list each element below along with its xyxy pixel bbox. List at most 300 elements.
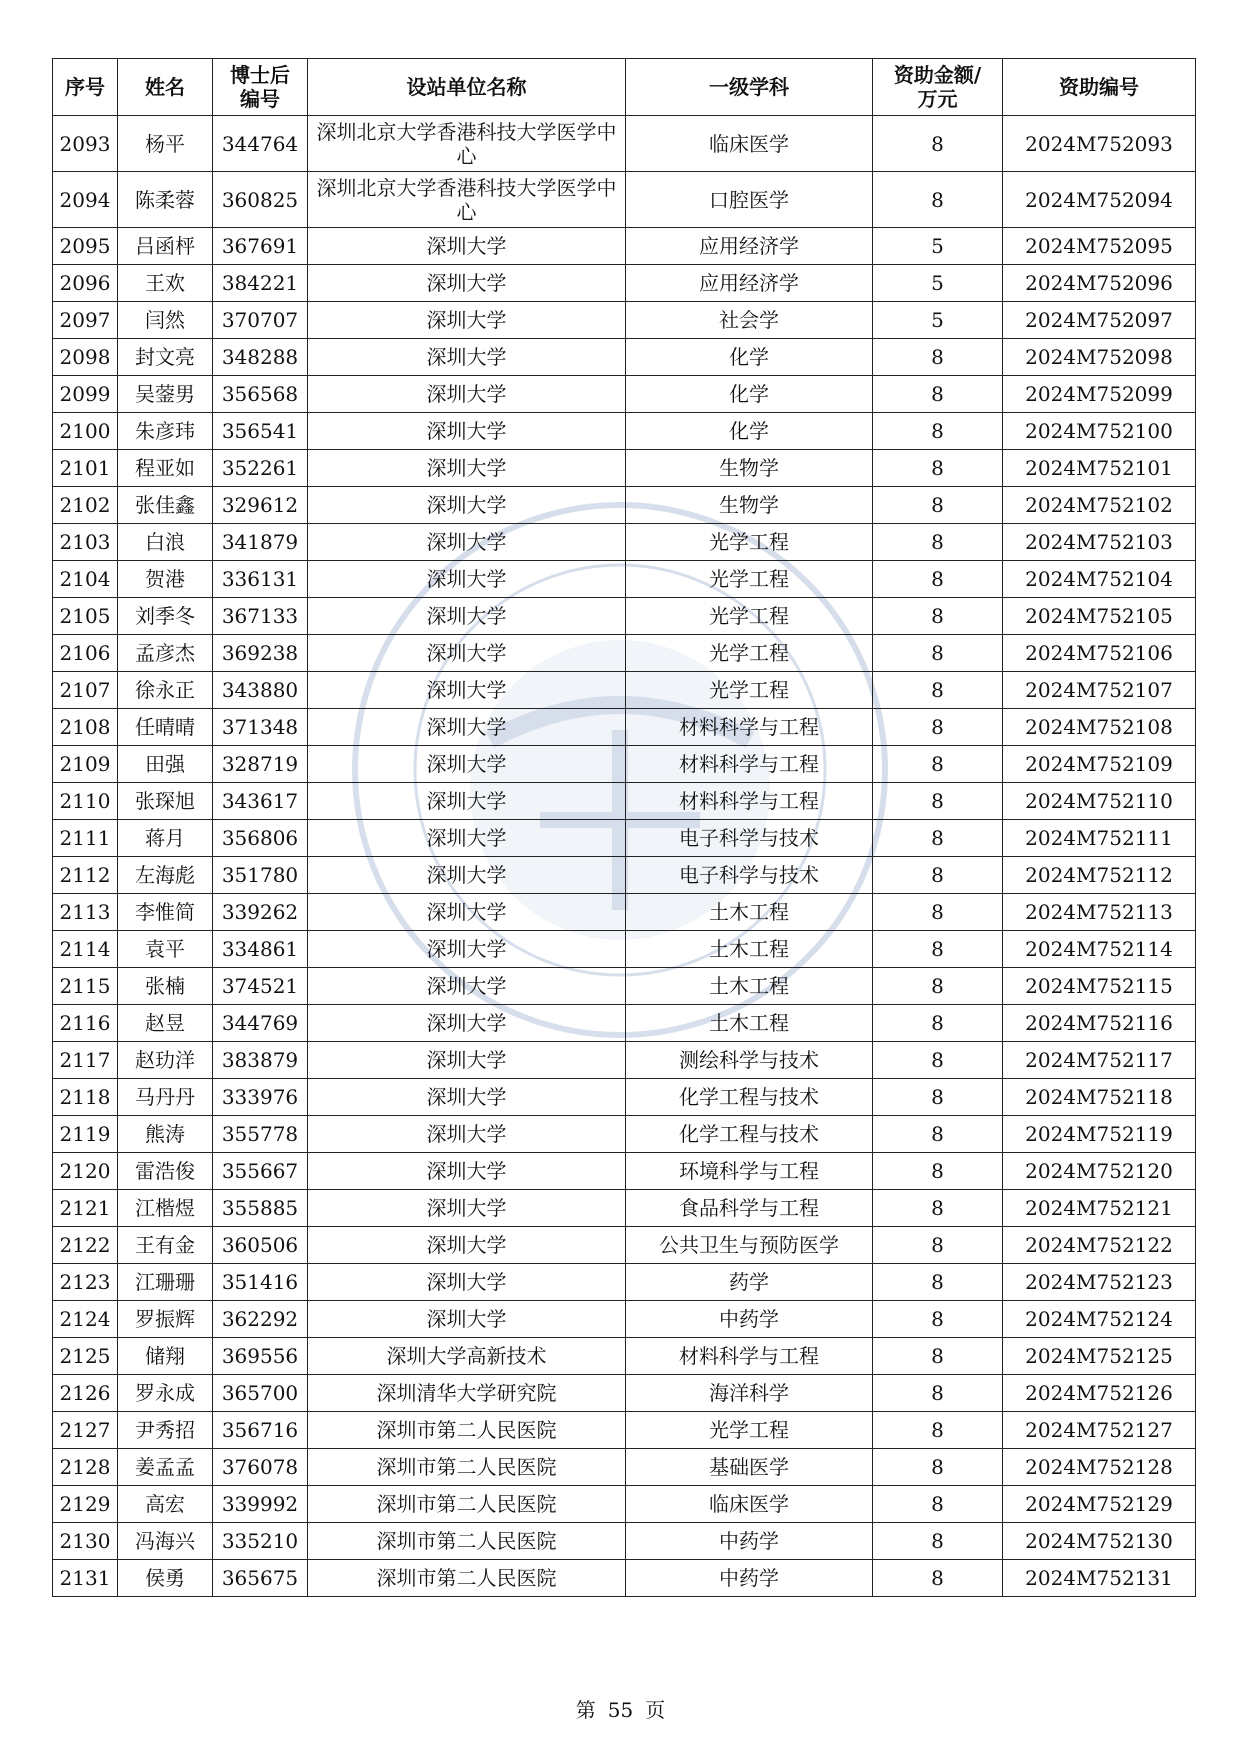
cell-col-institution: 深圳大学 — [308, 487, 626, 524]
cell-col-postdoc-id: 339992 — [213, 1486, 308, 1523]
cell-col-discipline: 药学 — [626, 1264, 873, 1301]
cell-col-postdoc-id: 351780 — [213, 857, 308, 894]
cell-col-name: 张楠 — [118, 968, 213, 1005]
cell-col-postdoc-id: 362292 — [213, 1301, 308, 1338]
cell-col-name: 杨平 — [118, 116, 213, 172]
cell-col-institution: 深圳北京大学香港科技大学医学中心 — [308, 116, 626, 172]
table-row — [53, 1005, 1196, 1042]
cell-col-grant-id: 2024M752097 — [1003, 302, 1196, 339]
cell-col-seq: 2096 — [53, 265, 118, 302]
page-footer — [0, 1694, 1241, 1723]
cell-col-seq: 2106 — [53, 635, 118, 672]
header-col-postdoc-id: 博士后 编号 — [213, 59, 308, 116]
cell-col-discipline: 材料科学与工程 — [626, 1338, 873, 1375]
table-row — [53, 487, 1196, 524]
cell-col-seq: 2128 — [53, 1449, 118, 1486]
table-row — [53, 1523, 1196, 1560]
cell-col-amount: 8 — [873, 746, 1003, 783]
cell-col-institution: 深圳大学 — [308, 1079, 626, 1116]
cell-col-grant-id: 2024M752119 — [1003, 1116, 1196, 1153]
table-row — [53, 413, 1196, 450]
cell-col-institution: 深圳大学 — [308, 598, 626, 635]
cell-col-postdoc-id: 367691 — [213, 228, 308, 265]
cell-col-discipline: 光学工程 — [626, 524, 873, 561]
cell-col-name: 贺港 — [118, 561, 213, 598]
table-row — [53, 857, 1196, 894]
cell-col-amount: 5 — [873, 228, 1003, 265]
cell-col-grant-id: 2024M752104 — [1003, 561, 1196, 598]
cell-col-postdoc-id: 333976 — [213, 1079, 308, 1116]
cell-col-amount: 8 — [873, 1412, 1003, 1449]
table-row — [53, 1412, 1196, 1449]
cell-col-grant-id: 2024M752102 — [1003, 487, 1196, 524]
cell-col-name: 张佳鑫 — [118, 487, 213, 524]
cell-col-seq: 2116 — [53, 1005, 118, 1042]
cell-col-grant-id: 2024M752124 — [1003, 1301, 1196, 1338]
cell-col-name: 封文亮 — [118, 339, 213, 376]
table-row — [53, 1301, 1196, 1338]
table-row — [53, 228, 1196, 265]
cell-col-postdoc-id: 343617 — [213, 783, 308, 820]
cell-col-institution: 深圳市第二人民医院 — [308, 1449, 626, 1486]
cell-col-grant-id: 2024M752099 — [1003, 376, 1196, 413]
cell-col-postdoc-id: 356568 — [213, 376, 308, 413]
cell-col-grant-id: 2024M752125 — [1003, 1338, 1196, 1375]
cell-col-postdoc-id: 355667 — [213, 1153, 308, 1190]
cell-col-discipline: 食品科学与工程 — [626, 1190, 873, 1227]
cell-col-seq: 2100 — [53, 413, 118, 450]
table-row — [53, 1153, 1196, 1190]
cell-col-name: 张琛旭 — [118, 783, 213, 820]
cell-col-discipline: 光学工程 — [626, 598, 873, 635]
cell-col-grant-id: 2024M752094 — [1003, 172, 1196, 228]
cell-col-name: 田强 — [118, 746, 213, 783]
cell-col-amount: 8 — [873, 1153, 1003, 1190]
cell-col-grant-id: 2024M752127 — [1003, 1412, 1196, 1449]
cell-col-seq: 2124 — [53, 1301, 118, 1338]
cell-col-amount: 8 — [873, 116, 1003, 172]
table-header-row — [53, 59, 1196, 116]
cell-col-name: 蒋月 — [118, 820, 213, 857]
cell-col-institution: 深圳大学 — [308, 524, 626, 561]
cell-col-discipline: 化学 — [626, 339, 873, 376]
cell-col-institution: 深圳北京大学香港科技大学医学中心 — [308, 172, 626, 228]
cell-col-postdoc-id: 369238 — [213, 635, 308, 672]
cell-col-grant-id: 2024M752130 — [1003, 1523, 1196, 1560]
cell-col-discipline: 光学工程 — [626, 672, 873, 709]
cell-col-discipline: 公共卫生与预防医学 — [626, 1227, 873, 1264]
table-row — [53, 968, 1196, 1005]
cell-col-grant-id: 2024M752093 — [1003, 116, 1196, 172]
cell-col-grant-id: 2024M752129 — [1003, 1486, 1196, 1523]
cell-col-grant-id: 2024M752112 — [1003, 857, 1196, 894]
cell-col-amount: 8 — [873, 1190, 1003, 1227]
footer-suffix: 页 — [645, 1698, 666, 1722]
cell-col-discipline: 光学工程 — [626, 635, 873, 672]
cell-col-institution: 深圳大学 — [308, 931, 626, 968]
cell-col-postdoc-id: 344764 — [213, 116, 308, 172]
cell-col-postdoc-id: 371348 — [213, 709, 308, 746]
cell-col-name: 尹秀招 — [118, 1412, 213, 1449]
cell-col-postdoc-id: 351416 — [213, 1264, 308, 1301]
cell-col-name: 陈柔蓉 — [118, 172, 213, 228]
cell-col-amount: 8 — [873, 1005, 1003, 1042]
cell-col-discipline: 临床医学 — [626, 116, 873, 172]
cell-col-institution: 深圳大学 — [308, 1042, 626, 1079]
cell-col-institution: 深圳大学 — [308, 1227, 626, 1264]
cell-col-amount: 8 — [873, 1338, 1003, 1375]
cell-col-seq: 2125 — [53, 1338, 118, 1375]
cell-col-name: 罗永成 — [118, 1375, 213, 1412]
cell-col-postdoc-id: 374521 — [213, 968, 308, 1005]
cell-col-institution: 深圳大学 — [308, 302, 626, 339]
table-row — [53, 894, 1196, 931]
cell-col-seq: 2115 — [53, 968, 118, 1005]
cell-col-postdoc-id: 376078 — [213, 1449, 308, 1486]
cell-col-postdoc-id: 360506 — [213, 1227, 308, 1264]
cell-col-seq: 2126 — [53, 1375, 118, 1412]
cell-col-grant-id: 2024M752105 — [1003, 598, 1196, 635]
cell-col-discipline: 化学工程与技术 — [626, 1116, 873, 1153]
cell-col-postdoc-id: 348288 — [213, 339, 308, 376]
cell-col-grant-id: 2024M752117 — [1003, 1042, 1196, 1079]
cell-col-amount: 8 — [873, 172, 1003, 228]
cell-col-seq: 2104 — [53, 561, 118, 598]
cell-col-grant-id: 2024M752111 — [1003, 820, 1196, 857]
cell-col-amount: 8 — [873, 931, 1003, 968]
cell-col-discipline: 材料科学与工程 — [626, 709, 873, 746]
cell-col-grant-id: 2024M752101 — [1003, 450, 1196, 487]
cell-col-seq: 2119 — [53, 1116, 118, 1153]
cell-col-institution: 深圳大学 — [308, 561, 626, 598]
cell-col-seq: 2111 — [53, 820, 118, 857]
cell-col-name: 赵昱 — [118, 1005, 213, 1042]
cell-col-amount: 8 — [873, 1116, 1003, 1153]
cell-col-seq: 2117 — [53, 1042, 118, 1079]
cell-col-discipline: 光学工程 — [626, 561, 873, 598]
table-row — [53, 1227, 1196, 1264]
cell-col-grant-id: 2024M752098 — [1003, 339, 1196, 376]
cell-col-institution: 深圳大学 — [308, 265, 626, 302]
cell-col-name: 李惟简 — [118, 894, 213, 931]
cell-col-name: 江珊珊 — [118, 1264, 213, 1301]
cell-col-institution: 深圳大学 — [308, 1005, 626, 1042]
cell-col-grant-id: 2024M752123 — [1003, 1264, 1196, 1301]
cell-col-grant-id: 2024M752108 — [1003, 709, 1196, 746]
table-row — [53, 524, 1196, 561]
cell-col-discipline: 土木工程 — [626, 968, 873, 1005]
cell-col-name: 冯海兴 — [118, 1523, 213, 1560]
cell-col-grant-id: 2024M752095 — [1003, 228, 1196, 265]
table-row — [53, 1560, 1196, 1597]
cell-col-seq: 2112 — [53, 857, 118, 894]
table-row — [53, 709, 1196, 746]
cell-col-name: 程亚如 — [118, 450, 213, 487]
cell-col-discipline: 社会学 — [626, 302, 873, 339]
cell-col-grant-id: 2024M752128 — [1003, 1449, 1196, 1486]
cell-col-name: 王有金 — [118, 1227, 213, 1264]
cell-col-institution: 深圳大学 — [308, 413, 626, 450]
cell-col-seq: 2095 — [53, 228, 118, 265]
cell-col-amount: 8 — [873, 376, 1003, 413]
cell-col-institution: 深圳大学 — [308, 709, 626, 746]
cell-col-seq: 2094 — [53, 172, 118, 228]
table-row — [53, 1116, 1196, 1153]
cell-col-discipline: 化学 — [626, 413, 873, 450]
cell-col-institution: 深圳大学 — [308, 1153, 626, 1190]
cell-col-amount: 8 — [873, 561, 1003, 598]
cell-col-seq: 2122 — [53, 1227, 118, 1264]
cell-col-name: 徐永正 — [118, 672, 213, 709]
cell-col-amount: 8 — [873, 1042, 1003, 1079]
cell-col-amount: 8 — [873, 894, 1003, 931]
cell-col-discipline: 化学工程与技术 — [626, 1079, 873, 1116]
cell-col-grant-id: 2024M752118 — [1003, 1079, 1196, 1116]
cell-col-discipline: 中药学 — [626, 1523, 873, 1560]
cell-col-postdoc-id: 356541 — [213, 413, 308, 450]
cell-col-postdoc-id: 369556 — [213, 1338, 308, 1375]
cell-col-name: 储翔 — [118, 1338, 213, 1375]
cell-col-amount: 8 — [873, 450, 1003, 487]
table-body — [53, 116, 1196, 1597]
header-col-grant-id: 资助编号 — [1003, 59, 1196, 116]
cell-col-discipline: 土木工程 — [626, 894, 873, 931]
cell-col-institution: 深圳市第二人民医院 — [308, 1486, 626, 1523]
cell-col-seq: 2098 — [53, 339, 118, 376]
cell-col-amount: 8 — [873, 783, 1003, 820]
cell-col-name: 罗振辉 — [118, 1301, 213, 1338]
cell-col-discipline: 环境科学与工程 — [626, 1153, 873, 1190]
cell-col-amount: 8 — [873, 709, 1003, 746]
cell-col-discipline: 应用经济学 — [626, 265, 873, 302]
cell-col-grant-id: 2024M752103 — [1003, 524, 1196, 561]
cell-col-postdoc-id: 344769 — [213, 1005, 308, 1042]
cell-col-amount: 5 — [873, 265, 1003, 302]
header-col-discipline: 一级学科 — [626, 59, 873, 116]
cell-col-seq: 2123 — [53, 1264, 118, 1301]
cell-col-discipline: 化学 — [626, 376, 873, 413]
cell-col-institution: 深圳大学 — [308, 450, 626, 487]
cell-col-amount: 8 — [873, 968, 1003, 1005]
table-row — [53, 1079, 1196, 1116]
cell-col-discipline: 中药学 — [626, 1301, 873, 1338]
cell-col-institution: 深圳市第二人民医院 — [308, 1560, 626, 1597]
cell-col-name: 高宏 — [118, 1486, 213, 1523]
cell-col-seq: 2120 — [53, 1153, 118, 1190]
cell-col-postdoc-id: 365700 — [213, 1375, 308, 1412]
cell-col-seq: 2118 — [53, 1079, 118, 1116]
cell-col-seq: 2129 — [53, 1486, 118, 1523]
cell-col-discipline: 土木工程 — [626, 931, 873, 968]
cell-col-discipline: 光学工程 — [626, 1412, 873, 1449]
cell-col-amount: 8 — [873, 1264, 1003, 1301]
cell-col-name: 袁平 — [118, 931, 213, 968]
cell-col-seq: 2107 — [53, 672, 118, 709]
cell-col-institution: 深圳大学 — [308, 635, 626, 672]
cell-col-grant-id: 2024M752116 — [1003, 1005, 1196, 1042]
cell-col-postdoc-id: 365675 — [213, 1560, 308, 1597]
table-row — [53, 116, 1196, 172]
cell-col-institution: 深圳大学 — [308, 820, 626, 857]
cell-col-name: 孟彦杰 — [118, 635, 213, 672]
table-row — [53, 302, 1196, 339]
cell-col-name: 王欢 — [118, 265, 213, 302]
cell-col-seq: 2103 — [53, 524, 118, 561]
cell-col-postdoc-id: 367133 — [213, 598, 308, 635]
cell-col-name: 雷浩俊 — [118, 1153, 213, 1190]
cell-col-seq: 2109 — [53, 746, 118, 783]
header-col-institution: 设站单位名称 — [308, 59, 626, 116]
table-row — [53, 820, 1196, 857]
cell-col-institution: 深圳大学 — [308, 228, 626, 265]
cell-col-discipline: 生物学 — [626, 450, 873, 487]
cell-col-institution: 深圳大学 — [308, 746, 626, 783]
footer-prefix: 第 — [575, 1698, 596, 1722]
cell-col-name: 赵玏洋 — [118, 1042, 213, 1079]
cell-col-seq: 2108 — [53, 709, 118, 746]
cell-col-amount: 8 — [873, 524, 1003, 561]
cell-col-amount: 8 — [873, 413, 1003, 450]
table-row — [53, 1338, 1196, 1375]
cell-col-grant-id: 2024M752131 — [1003, 1560, 1196, 1597]
cell-col-grant-id: 2024M752121 — [1003, 1190, 1196, 1227]
cell-col-name: 朱彦玮 — [118, 413, 213, 450]
cell-col-postdoc-id: 352261 — [213, 450, 308, 487]
cell-col-seq: 2093 — [53, 116, 118, 172]
funding-table — [52, 58, 1196, 1597]
table-row — [53, 172, 1196, 228]
cell-col-grant-id: 2024M752107 — [1003, 672, 1196, 709]
table-row — [53, 1486, 1196, 1523]
table-row — [53, 931, 1196, 968]
cell-col-amount: 8 — [873, 1449, 1003, 1486]
cell-col-institution: 深圳大学 — [308, 1190, 626, 1227]
cell-col-institution: 深圳大学 — [308, 857, 626, 894]
cell-col-name: 侯勇 — [118, 1560, 213, 1597]
table-row — [53, 450, 1196, 487]
cell-col-seq: 2110 — [53, 783, 118, 820]
table-row — [53, 598, 1196, 635]
cell-col-postdoc-id: 360825 — [213, 172, 308, 228]
cell-col-grant-id: 2024M752109 — [1003, 746, 1196, 783]
cell-col-institution: 深圳大学 — [308, 1264, 626, 1301]
table-row — [53, 1190, 1196, 1227]
cell-col-postdoc-id: 335210 — [213, 1523, 308, 1560]
cell-col-seq: 2114 — [53, 931, 118, 968]
cell-col-postdoc-id: 356716 — [213, 1412, 308, 1449]
table-row — [53, 376, 1196, 413]
cell-col-amount: 8 — [873, 1523, 1003, 1560]
cell-col-amount: 8 — [873, 635, 1003, 672]
cell-col-postdoc-id: 343880 — [213, 672, 308, 709]
cell-col-postdoc-id: 384221 — [213, 265, 308, 302]
cell-col-amount: 8 — [873, 1375, 1003, 1412]
cell-col-institution: 深圳清华大学研究院 — [308, 1375, 626, 1412]
header-col-amount: 资助金额/ 万元 — [873, 59, 1003, 116]
cell-col-grant-id: 2024M752115 — [1003, 968, 1196, 1005]
cell-col-postdoc-id: 328719 — [213, 746, 308, 783]
cell-col-name: 吕函枰 — [118, 228, 213, 265]
cell-col-seq: 2097 — [53, 302, 118, 339]
page-number: 55 — [607, 1698, 634, 1722]
cell-col-name: 江楷煜 — [118, 1190, 213, 1227]
cell-col-amount: 8 — [873, 598, 1003, 635]
cell-col-discipline: 海洋科学 — [626, 1375, 873, 1412]
cell-col-discipline: 临床医学 — [626, 1486, 873, 1523]
cell-col-discipline: 口腔医学 — [626, 172, 873, 228]
cell-col-grant-id: 2024M752100 — [1003, 413, 1196, 450]
cell-col-seq: 2101 — [53, 450, 118, 487]
cell-col-discipline: 生物学 — [626, 487, 873, 524]
cell-col-seq: 2127 — [53, 1412, 118, 1449]
cell-col-institution: 深圳市第二人民医院 — [308, 1523, 626, 1560]
cell-col-seq: 2131 — [53, 1560, 118, 1597]
cell-col-amount: 8 — [873, 672, 1003, 709]
table-row — [53, 1375, 1196, 1412]
cell-col-amount: 8 — [873, 857, 1003, 894]
cell-col-institution: 深圳大学 — [308, 1301, 626, 1338]
cell-col-postdoc-id: 355778 — [213, 1116, 308, 1153]
cell-col-discipline: 中药学 — [626, 1560, 873, 1597]
table-row — [53, 1264, 1196, 1301]
cell-col-name: 马丹丹 — [118, 1079, 213, 1116]
cell-col-postdoc-id: 339262 — [213, 894, 308, 931]
cell-col-name: 吴蓥男 — [118, 376, 213, 413]
cell-col-postdoc-id: 329612 — [213, 487, 308, 524]
cell-col-institution: 深圳大学 — [308, 339, 626, 376]
table-row — [53, 672, 1196, 709]
cell-col-seq: 2113 — [53, 894, 118, 931]
cell-col-seq: 2105 — [53, 598, 118, 635]
cell-col-postdoc-id: 383879 — [213, 1042, 308, 1079]
table-row — [53, 1449, 1196, 1486]
table-row — [53, 339, 1196, 376]
cell-col-amount: 8 — [873, 487, 1003, 524]
cell-col-grant-id: 2024M752122 — [1003, 1227, 1196, 1264]
cell-col-amount: 5 — [873, 302, 1003, 339]
cell-col-discipline: 材料科学与工程 — [626, 746, 873, 783]
table-row — [53, 783, 1196, 820]
table-row — [53, 561, 1196, 598]
cell-col-seq: 2130 — [53, 1523, 118, 1560]
cell-col-seq: 2099 — [53, 376, 118, 413]
cell-col-amount: 8 — [873, 1079, 1003, 1116]
cell-col-grant-id: 2024M752096 — [1003, 265, 1196, 302]
cell-col-amount: 8 — [873, 820, 1003, 857]
cell-col-name: 刘季冬 — [118, 598, 213, 635]
cell-col-amount: 8 — [873, 1227, 1003, 1264]
cell-col-institution: 深圳大学 — [308, 376, 626, 413]
cell-col-discipline: 应用经济学 — [626, 228, 873, 265]
cell-col-institution: 深圳市第二人民医院 — [308, 1412, 626, 1449]
table-row — [53, 635, 1196, 672]
cell-col-grant-id: 2024M752113 — [1003, 894, 1196, 931]
cell-col-discipline: 土木工程 — [626, 1005, 873, 1042]
cell-col-grant-id: 2024M752106 — [1003, 635, 1196, 672]
cell-col-name: 熊涛 — [118, 1116, 213, 1153]
header-col-seq: 序号 — [53, 59, 118, 116]
cell-col-institution: 深圳大学 — [308, 1116, 626, 1153]
cell-col-institution: 深圳大学 — [308, 894, 626, 931]
cell-col-postdoc-id: 356806 — [213, 820, 308, 857]
cell-col-name: 闫然 — [118, 302, 213, 339]
header-col-name: 姓名 — [118, 59, 213, 116]
cell-col-institution: 深圳大学 — [308, 672, 626, 709]
cell-col-discipline: 测绘科学与技术 — [626, 1042, 873, 1079]
table-row — [53, 746, 1196, 783]
cell-col-name: 白浪 — [118, 524, 213, 561]
cell-col-seq: 2102 — [53, 487, 118, 524]
